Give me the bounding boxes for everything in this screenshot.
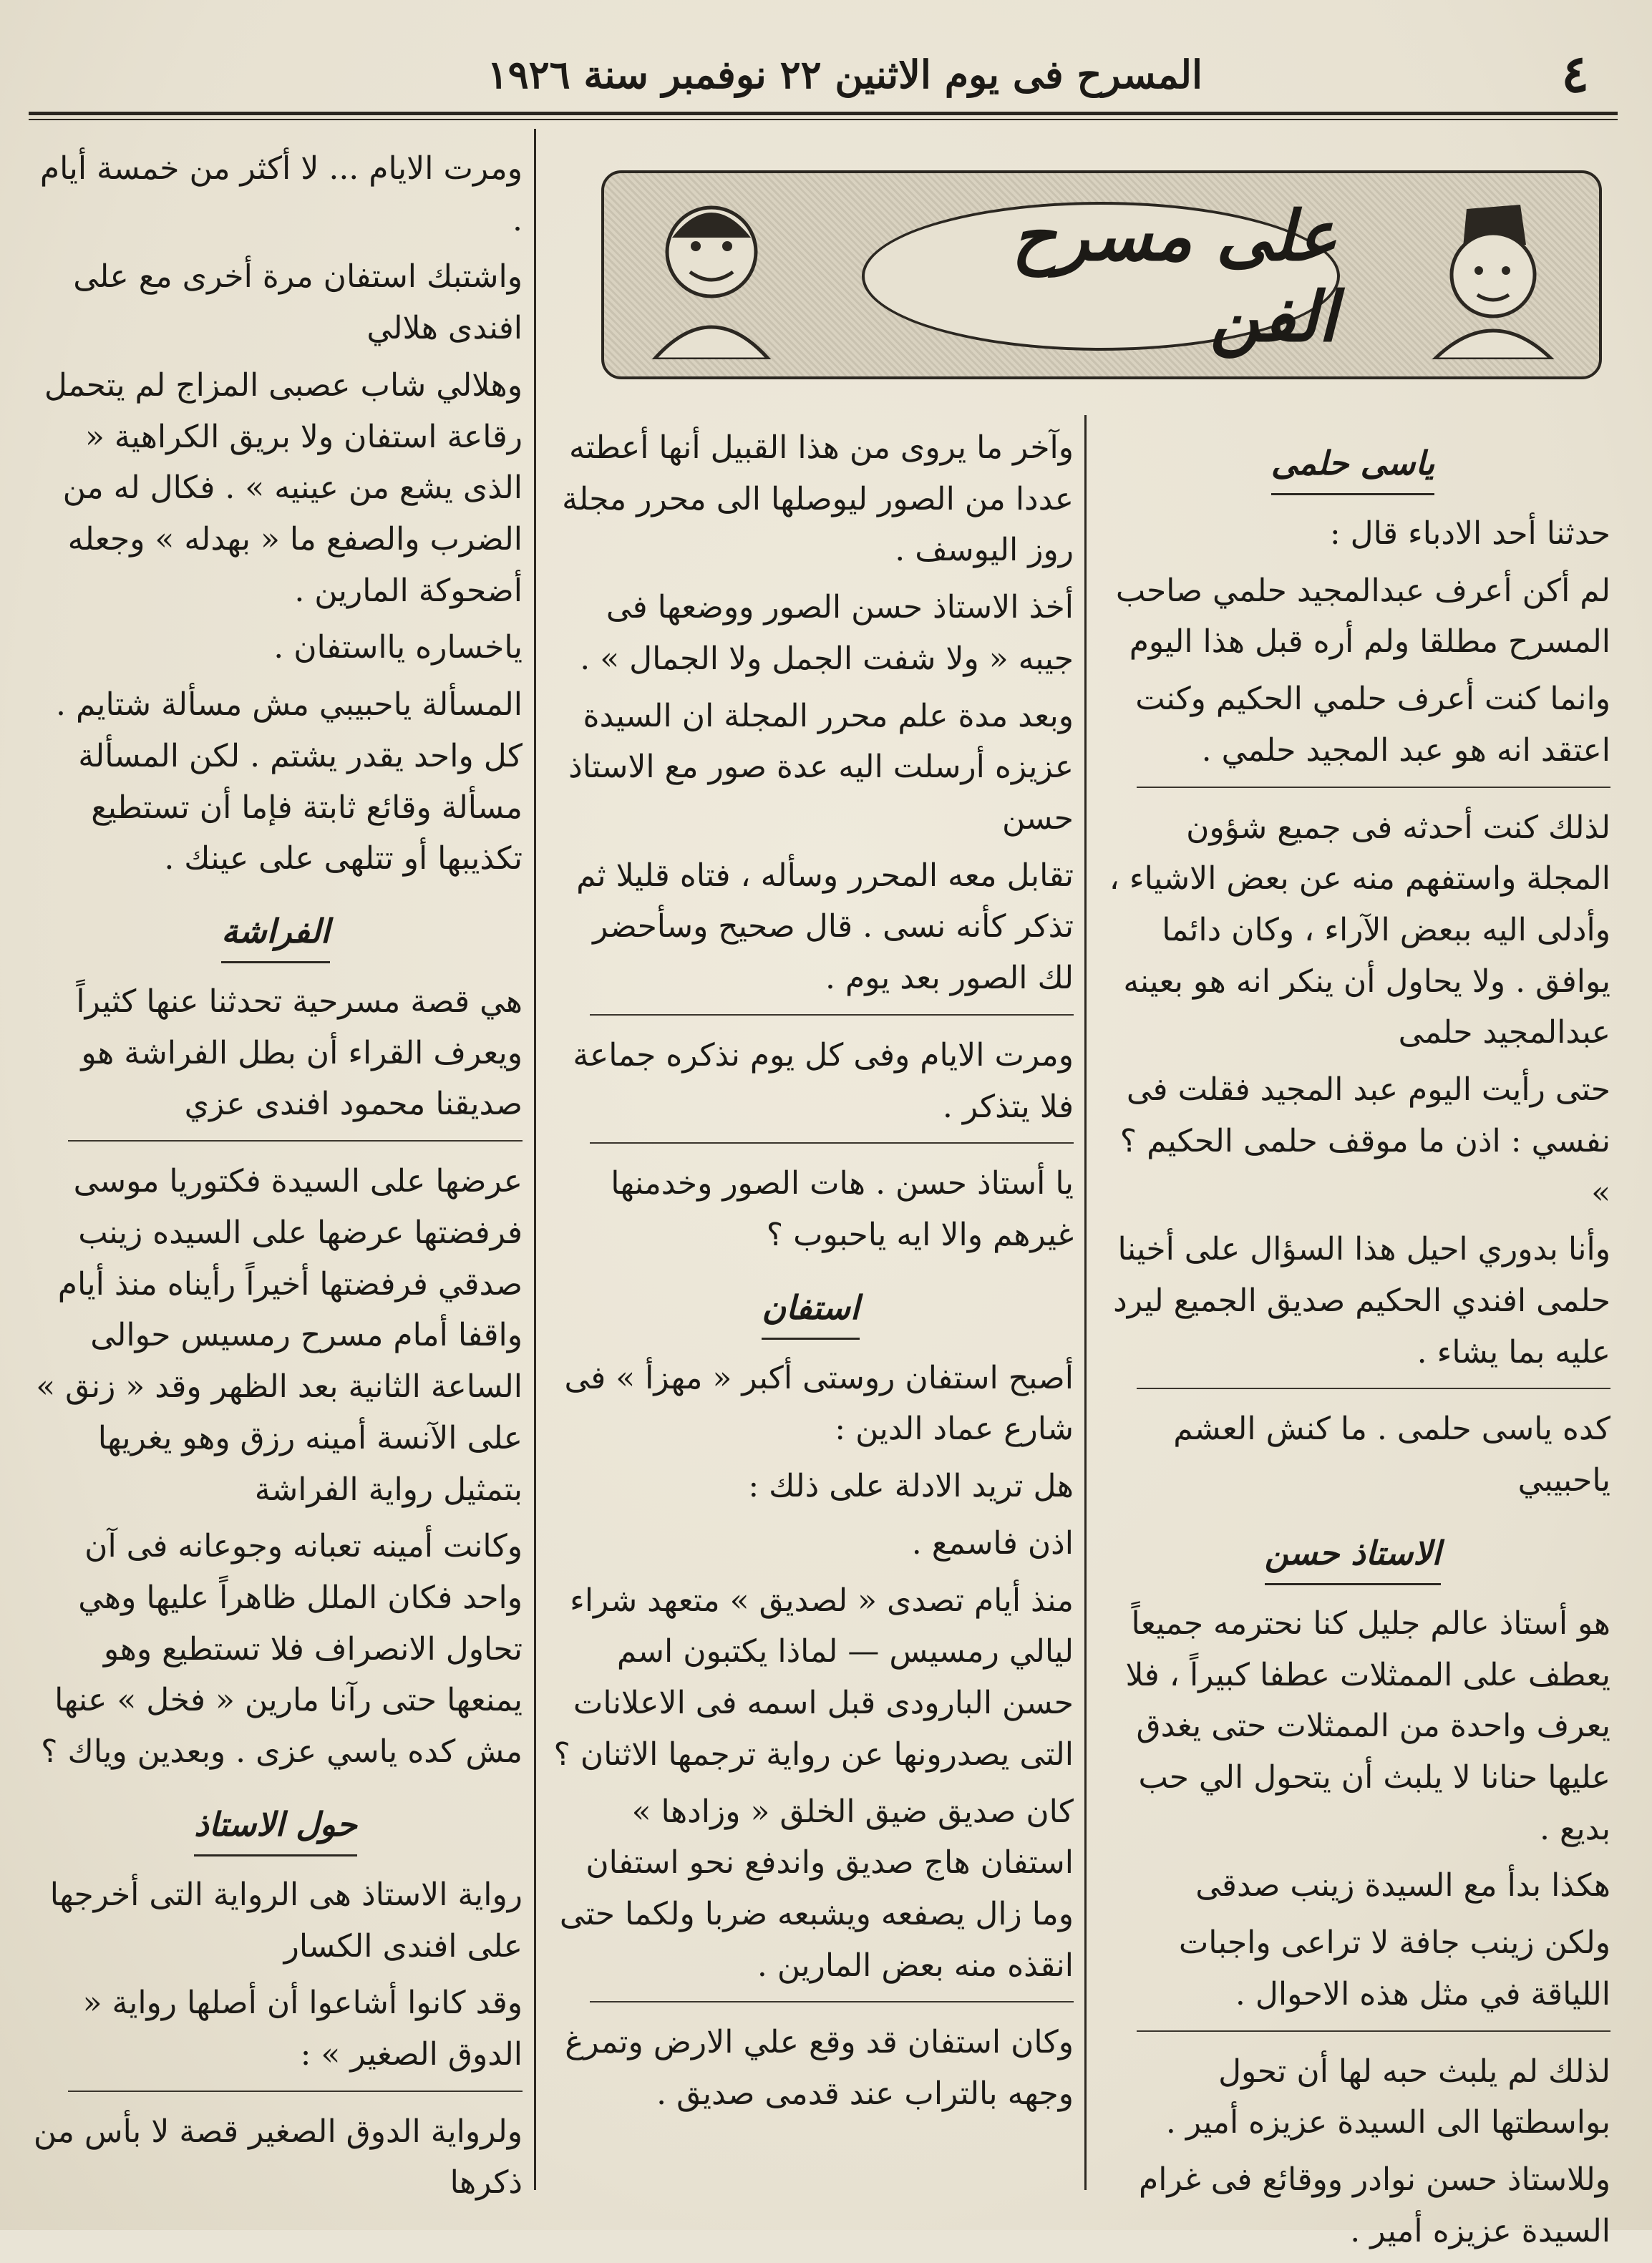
paragraph: أصبح استفان روستى أكبر « مهزأ » فى شارع عماد الدين :	[564, 1359, 1074, 1448]
paragraph: منذ أيام تصدى « لصديق » متعهد شراء ليالي رمسيس — لماذا يكتبون اسم حسن البارودى قبل اسمه فى الاعلانات التى يصدرونها عن رواية ترجمها الاثنان ؟	[553, 1582, 1074, 1773]
paragraph: وبعد مدة علم محرر المجلة ان السيدة عزيزه أرسلت اليه عدة صور مع الاستاذ حسن	[568, 697, 1074, 837]
paragraph: لم أكن أعرف عبدالمجيد حلمي صاحب المسرح مطلقا ولم أره قبل هذا اليوم	[1115, 572, 1610, 661]
paragraph: ومرت الايام وفى كل يوم نذكره جماعة فلا يتذكر .	[573, 1036, 1074, 1125]
separator	[590, 1142, 1074, 1144]
column-left	[29, 143, 523, 2214]
header-rule-thin	[29, 119, 1618, 120]
paragraph: ياخساره يااستفان .	[273, 629, 523, 666]
heading-wrap	[1095, 1512, 1610, 1598]
paragraph: وكان استفان قد وقع علي الارض وتمرغ وجهه بالتراب عند قدمى صديق .	[565, 2024, 1074, 2113]
column-right	[1095, 422, 1610, 2263]
separator	[68, 2091, 523, 2092]
paragraph: كده ياسى حلمى . ما كنش العشم ياحبيبي	[1173, 1411, 1610, 1499]
page-header	[43, 43, 1603, 107]
heading-wrap	[29, 1783, 523, 1869]
paragraph: عرضها على السيدة فكتوريا موسى فرفضتها عرضها على السيده زينب صدقي فرفضتها أخيراً رأيناه منذ أيام واقفا أمام مسرح رمسيس حوالى الساعة الثانية بعد الظهر وقد « زنق » على الآنسة أمينه رزق وهو يغريها بتمثيل رواية الفراشة	[36, 1163, 523, 1508]
column-middle	[548, 422, 1074, 2126]
paragraph: أخذ الاستاذ حسن الصور ووضعها فى جيبه « ولا شفت الجمل ولا الجمال » .	[580, 589, 1074, 677]
paragraph: هل تريد الادلة على ذلك :	[748, 1468, 1074, 1505]
section-banner	[601, 170, 1602, 379]
page-number: ٤	[1561, 43, 1589, 104]
paragraph: واشتبك استفان مرة أخرى مع على افندى هلالي	[73, 258, 523, 347]
section-heading-stefan: استفان	[762, 1281, 859, 1340]
column-divider-middle	[1084, 415, 1087, 2190]
separator	[1137, 2030, 1610, 2032]
paragraph: رواية الاستاذ هى الرواية التى أخرجها على افندى الكسار	[49, 1876, 523, 1965]
heading-wrap	[548, 1267, 1074, 1353]
paragraph: وآخر ما يروى من هذا القبيل أنها أعطته عددا من الصور ليوصلها الى محرر مجلة روز اليوسف .	[562, 429, 1074, 569]
paragraph: وهلالي شاب عصبى المزاج لم يتحمل رقاعة استفان ولا بريق الكراهية « الذى يشع من عينيه » . فكال له من الضرب والصفع ما « بهدله » وجعله أضحوكة المارين .	[44, 366, 523, 609]
separator	[1137, 787, 1610, 788]
paragraph: وقد كانوا أشاعوا أن أصلها رواية « الدوق الصغير » :	[82, 1985, 523, 2073]
heading-wrap	[29, 890, 523, 976]
paragraph: هو أستاذ عالم جليل كنا نحترمه جميعاً يعطف على الممثلات عطفا كبيراً ، فلا يعرف واحدة من الممثلات حتى يغدق عليها حنانا لا يلبث أن يتحول الي حب بديع .	[1125, 1605, 1610, 1847]
paragraph: المسألة ياحبيبي مش مسألة شتايم . كل واحد يقدر يشتم . لكن المسألة مسألة وقائع ثابتة فإما أن تستطيع تكذيبها أو تتلهى على عينك .	[56, 686, 523, 877]
paragraph: وانما كنت أعرف حلمي الحكيم وكنت اعتقد انه هو عبد المجيد حلمي .	[1135, 681, 1610, 769]
header-rule	[29, 112, 1618, 115]
separator	[590, 1014, 1074, 1016]
caricature-fez-figure-icon	[1413, 195, 1570, 359]
paragraph: ومرت الايام ... لا أكثر من خمسة أيام .	[39, 150, 523, 238]
paragraph: هكذا بدأ مع السيدة زينب صدقى	[1195, 1867, 1610, 1904]
paragraph: وللاستاذ حسن نوادر ووقائع فى غرام السيدة عزيزه أمير .	[1138, 2161, 1610, 2249]
heading-wrap	[1095, 422, 1610, 508]
section-heading-hawl-al-ustaz: حول الاستاذ	[194, 1798, 357, 1856]
paragraph: لذلك كنت أحدثه فى جميع شؤون المجلة واستفهم منه عن بعض الاشياء ، وأدلى اليه ببعض الآراء ، وكان دائما يوافق . ولا يحاول أن ينكر انه هو بعينه عبدالمجيد حلمى	[1109, 809, 1610, 1051]
paragraph: ولرواية الدوق الصغير قصة لا بأس من ذكرها	[33, 2113, 523, 2201]
section-heading-yasi-helmi: ياسى حلمى	[1271, 437, 1434, 495]
section-heading-ustaz-hassan: الاستاذ حسن	[1265, 1527, 1441, 1585]
separator	[68, 1140, 523, 1142]
caricature-figure-icon	[633, 195, 790, 359]
section-heading-farasha: الفراشة	[221, 905, 329, 963]
paragraph: ولكن زينب جافة لا تراعى واجبات اللياقة في مثل هذه الاحوال .	[1178, 1924, 1610, 2013]
paragraph: هي قصة مسرحية تحدثنا عنها كثيراً ويعرف القراء أن بطل الفراشة هو صديقنا محمود افندى عزي	[76, 983, 523, 1123]
paragraph: اذن فاسمع .	[911, 1524, 1074, 1562]
paragraph: حتى رأيت اليوم عبد المجيد فقلت فى نفسي : اذن ما موقف حلمى الحكيم ؟ »	[1119, 1071, 1610, 1211]
column-divider-left	[534, 129, 536, 2190]
dateline: المسرح فى يوم الاثنين ٢٢ نوفمبر سنة ١٩٢٦	[487, 52, 1202, 97]
paragraph: تقابل معه المحرر وسأله ، فتاه قليلا ثم تذكر كأنه نسى . قال صحيح وسأحضر لك الصور بعد يوم .	[576, 857, 1074, 997]
separator	[1137, 1388, 1610, 1389]
paragraph: وكانت أمينه تعبانه وجوعانه فى آن واحد فكان الملل ظاهراً عليها وهي تحاول الانصراف فلا تستطيع وهو يمنعها حتى رآنا مارين « فخل » عنها مش كده ياسي عزى . وبعدين وياك ؟	[41, 1528, 523, 1771]
paragraph: كان صديق ضيق الخلق « وزادها » استفان هاج صديق واندفع نحو استفان وما زال يصفعه ويشبعه ضربا ولكما حتى انقذه منه بعض المارين .	[559, 1793, 1074, 1984]
paragraph: حدثنا أحد الادباء قال :	[1329, 515, 1610, 552]
paragraph: يا أستاذ حسن . هات الصور وخدمنها غيرهم والا ايه ياحبوب ؟	[611, 1165, 1074, 1254]
banner-title: على مسرح الفن	[862, 202, 1340, 351]
paragraph: لذلك لم يلبث حبه لها أن تحول بواسطتها الى السيدة عزيزه أمير .	[1165, 2053, 1610, 2141]
separator	[590, 2001, 1074, 2002]
paragraph: وأنا بدوري احيل هذا السؤال على أخينا حلمى افندي الحكيم صديق الجميع ليرد عليه بما يشاء .	[1113, 1231, 1610, 1371]
